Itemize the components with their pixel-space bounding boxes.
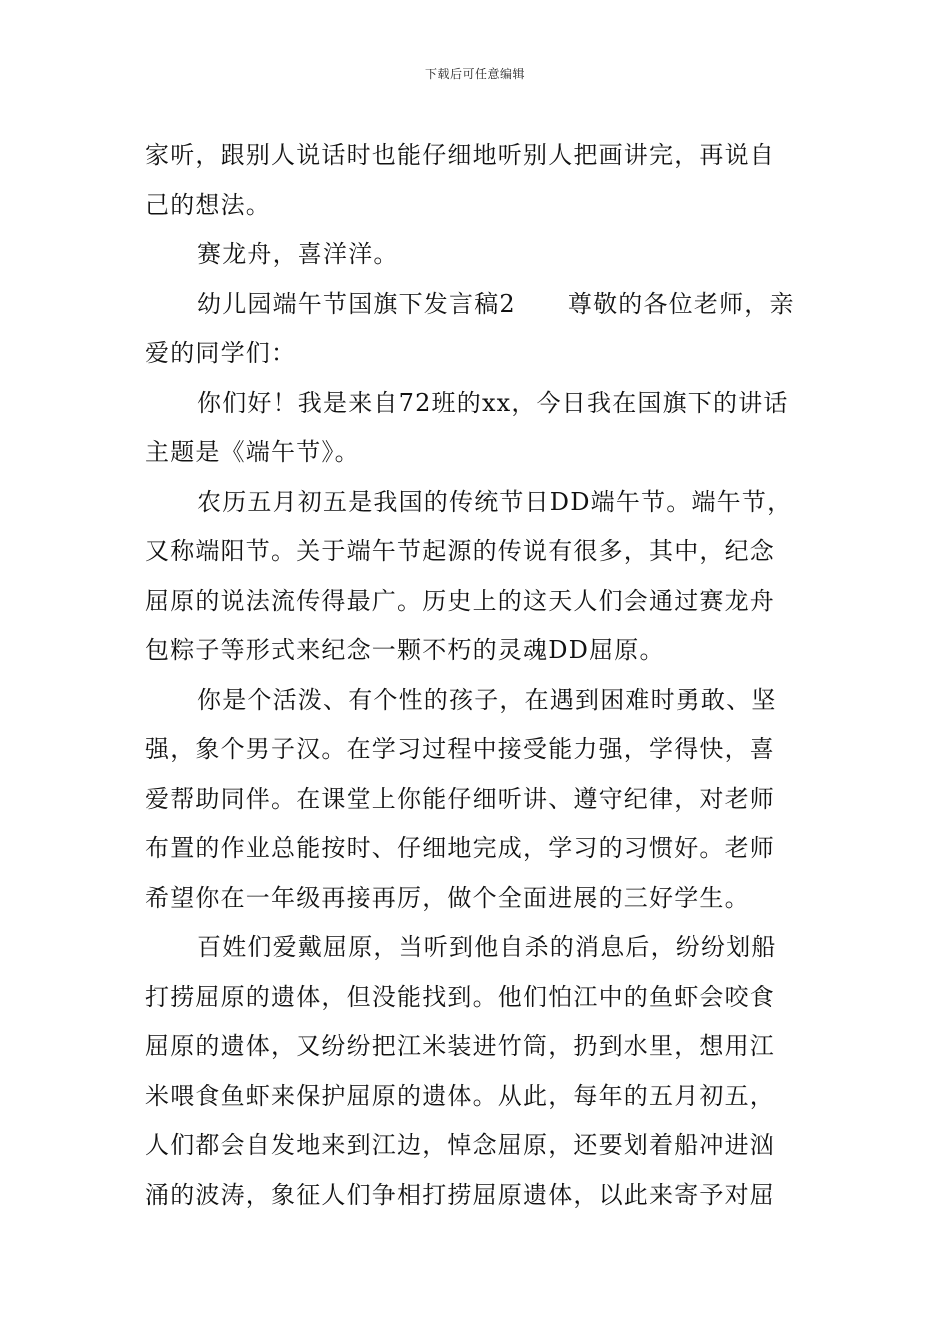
section-title: 幼儿园端午节国旗下发言稿2 [197, 289, 516, 318]
text-line: 又称端阳节。关于端午节起源的传说有很多，其中，纪念 [145, 537, 775, 565]
text-line: 打捞屈原的遗体，但没能找到。他们怕江中的鱼虾会咬食 [145, 982, 775, 1011]
text-line [145, 280, 807, 330]
text-line: 涌的波涛，象征人们争相打捞屈原遗体，以此来寄予对屈 [145, 1180, 775, 1209]
text-line: 屈原的遗体，又纷纷把江米装进竹筒，扔到水里，想用江 [145, 1032, 775, 1060]
text-line: 屈原的说法流传得最广。历史上的这天人们会通过赛龙舟 [145, 586, 775, 615]
text-line: 你们好！我是来自72班的xx，今日我在国旗下的讲话 [197, 388, 789, 417]
text-line: 你是个活泼、有个性的孩子，在遇到困难时勇敢、坚 [197, 685, 777, 714]
document-body [145, 131, 807, 1220]
text-line: 主题是《端午节》。 [145, 438, 360, 466]
text-line: 强，象个男子汉。在学习过程中接受能力强，学得快，喜 [145, 735, 775, 763]
page-header: 下载后可任意编辑 [424, 67, 525, 81]
text-line: 布置的作业总能按时、仔细地完成，学习的习惯好。老师 [145, 834, 775, 862]
text-line: 农历五月初五是我国的传统节日DD端午节。端午节， [197, 487, 793, 516]
text-line: 包粽子等形式来纪念一颗不朽的灵魂DD屈原。 [145, 636, 665, 664]
text-line: 米喂食鱼虾来保护屈原的遗体。从此，每年的五月初五， [145, 1081, 775, 1110]
text-line: 家听，跟别人说话时也能仔细地听别人把画讲完，再说自 [145, 141, 775, 169]
text-line: 希望你在一年级再接再厉，做个全面进展的三好学生。 [145, 883, 750, 912]
text-line: 赛龙舟，喜洋洋。 [197, 240, 399, 268]
text-line: 爱帮助同伴。在课堂上你能仔细听讲、遵守纪律，对老师 [145, 784, 775, 813]
text-line: 百姓们爱戴屈原，当听到他自杀的消息后，纷纷划船 [197, 933, 777, 961]
text-line: 爱的同学们： [145, 339, 297, 367]
text-line: 人们都会自发地来到江边，悼念屈原，还要划着船冲进汹 [145, 1131, 775, 1159]
text-line: 己的想法。 [145, 190, 271, 219]
salutation-text: 尊敬的各位老师，亲 [567, 289, 795, 318]
